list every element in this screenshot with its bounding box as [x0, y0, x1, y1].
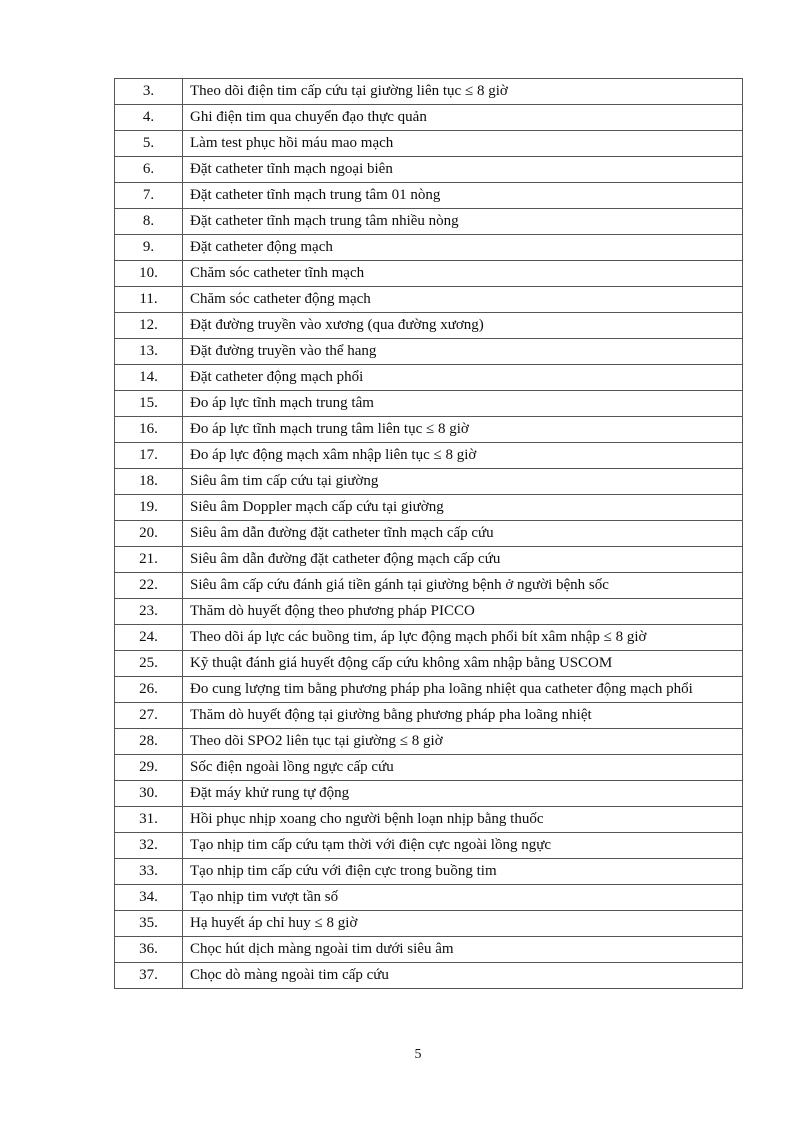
row-description: Siêu âm Doppler mạch cấp cứu tại giường — [183, 495, 743, 521]
row-description: Siêu âm tim cấp cứu tại giường — [183, 469, 743, 495]
table-row — [115, 157, 743, 183]
row-number: 33. — [115, 859, 183, 885]
row-number: 9. — [115, 235, 183, 261]
table-row — [115, 131, 743, 157]
row-description: Đặt catheter tĩnh mạch ngoại biên — [183, 157, 743, 183]
table-row — [115, 495, 743, 521]
row-description: Làm test phục hồi máu mao mạch — [183, 131, 743, 157]
row-number: 22. — [115, 573, 183, 599]
row-number: 37. — [115, 963, 183, 989]
row-number: 25. — [115, 651, 183, 677]
row-number: 20. — [115, 521, 183, 547]
row-description: Đặt đường truyền vào thể hang — [183, 339, 743, 365]
row-description: Đặt catheter tĩnh mạch trung tâm 01 nòng — [183, 183, 743, 209]
row-number: 35. — [115, 911, 183, 937]
table-row — [115, 859, 743, 885]
table-row — [115, 729, 743, 755]
table-row — [115, 599, 743, 625]
row-description: Đặt catheter tĩnh mạch trung tâm nhiều nòng — [183, 209, 743, 235]
row-number: 8. — [115, 209, 183, 235]
row-description: Chọc hút dịch màng ngoài tim dưới siêu âm — [183, 937, 743, 963]
row-number: 5. — [115, 131, 183, 157]
row-number: 17. — [115, 443, 183, 469]
table-row — [115, 287, 743, 313]
table-row — [115, 651, 743, 677]
row-number: 14. — [115, 365, 183, 391]
row-number: 21. — [115, 547, 183, 573]
row-number: 10. — [115, 261, 183, 287]
table-row — [115, 183, 743, 209]
table-row — [115, 105, 743, 131]
row-description: Theo dõi điện tim cấp cứu tại giường liên tục ≤ 8 giờ — [183, 79, 743, 105]
table-row — [115, 547, 743, 573]
table-row — [115, 573, 743, 599]
row-number: 15. — [115, 391, 183, 417]
row-description: Thăm dò huyết động theo phương pháp PICCO — [183, 599, 743, 625]
page-number: 5 — [414, 1047, 422, 1062]
row-description: Thăm dò huyết động tại giường bằng phương pháp pha loãng nhiệt — [183, 703, 743, 729]
row-description: Theo dõi áp lực các buồng tim, áp lực động mạch phổi bít xâm nhập ≤ 8 giờ — [183, 625, 743, 651]
table-row — [115, 885, 743, 911]
table-row — [115, 209, 743, 235]
row-number: 19. — [115, 495, 183, 521]
table-row — [115, 755, 743, 781]
table-row — [115, 443, 743, 469]
row-description: Đo áp lực tĩnh mạch trung tâm liên tục ≤ 8 giờ — [183, 417, 743, 443]
row-description: Siêu âm cấp cứu đánh giá tiền gánh tại giường bệnh ở người bệnh sốc — [183, 573, 743, 599]
procedures-table — [114, 78, 743, 989]
row-number: 36. — [115, 937, 183, 963]
row-number: 32. — [115, 833, 183, 859]
row-description: Chăm sóc catheter động mạch — [183, 287, 743, 313]
row-description: Chọc dò màng ngoài tim cấp cứu — [183, 963, 743, 989]
table-row — [115, 313, 743, 339]
table-row — [115, 469, 743, 495]
row-description: Sốc điện ngoài lồng ngực cấp cứu — [183, 755, 743, 781]
row-number: 27. — [115, 703, 183, 729]
table-row — [115, 963, 743, 989]
row-description: Kỹ thuật đánh giá huyết động cấp cứu không xâm nhập bằng USCOM — [183, 651, 743, 677]
row-number: 18. — [115, 469, 183, 495]
table-row — [115, 521, 743, 547]
row-description: Tạo nhịp tim vượt tần số — [183, 885, 743, 911]
row-number: 12. — [115, 313, 183, 339]
table-row — [115, 79, 743, 105]
row-number: 7. — [115, 183, 183, 209]
table-row — [115, 339, 743, 365]
row-number: 4. — [115, 105, 183, 131]
table-row — [115, 417, 743, 443]
row-number: 23. — [115, 599, 183, 625]
table-row — [115, 625, 743, 651]
row-description: Đo áp lực động mạch xâm nhập liên tục ≤ 8 giờ — [183, 443, 743, 469]
table-row — [115, 365, 743, 391]
row-description: Đặt máy khử rung tự động — [183, 781, 743, 807]
row-number: 3. — [115, 79, 183, 105]
row-description: Siêu âm dẫn đường đặt catheter tĩnh mạch cấp cứu — [183, 521, 743, 547]
table-row — [115, 391, 743, 417]
row-number: 11. — [115, 287, 183, 313]
table-row — [115, 261, 743, 287]
row-description: Đặt catheter động mạch phổi — [183, 365, 743, 391]
row-description: Tạo nhịp tim cấp cứu với điện cực trong buồng tim — [183, 859, 743, 885]
row-description: Đặt đường truyền vào xương (qua đường xương) — [183, 313, 743, 339]
row-number: 28. — [115, 729, 183, 755]
row-description: Hồi phục nhịp xoang cho người bệnh loạn nhịp bằng thuốc — [183, 807, 743, 833]
row-number: 26. — [115, 677, 183, 703]
table-row — [115, 781, 743, 807]
table-row — [115, 937, 743, 963]
row-number: 6. — [115, 157, 183, 183]
row-number: 31. — [115, 807, 183, 833]
row-description: Đặt catheter động mạch — [183, 235, 743, 261]
row-description: Chăm sóc catheter tĩnh mạch — [183, 261, 743, 287]
row-number: 34. — [115, 885, 183, 911]
table-row — [115, 833, 743, 859]
row-description: Hạ huyết áp chỉ huy ≤ 8 giờ — [183, 911, 743, 937]
row-description: Ghi điện tim qua chuyển đạo thực quản — [183, 105, 743, 131]
table-row — [115, 911, 743, 937]
row-number: 29. — [115, 755, 183, 781]
row-number: 24. — [115, 625, 183, 651]
row-number: 30. — [115, 781, 183, 807]
table-row — [115, 703, 743, 729]
procedures-table-body — [115, 79, 743, 989]
row-description: Đo cung lượng tim bằng phương pháp pha loãng nhiệt qua catheter động mạch phổi — [183, 677, 743, 703]
row-description: Siêu âm dẫn đường đặt catheter động mạch cấp cứu — [183, 547, 743, 573]
table-row — [115, 235, 743, 261]
row-description: Theo dõi SPO2 liên tục tại giường ≤ 8 giờ — [183, 729, 743, 755]
table-row — [115, 677, 743, 703]
row-number: 16. — [115, 417, 183, 443]
row-description: Đo áp lực tĩnh mạch trung tâm — [183, 391, 743, 417]
table-row — [115, 807, 743, 833]
row-number: 13. — [115, 339, 183, 365]
row-description: Tạo nhịp tim cấp cứu tạm thời với điện cực ngoài lồng ngực — [183, 833, 743, 859]
